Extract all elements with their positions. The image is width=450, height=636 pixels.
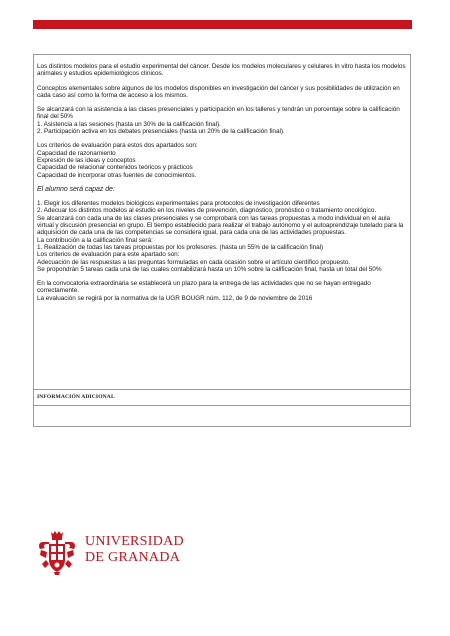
list-item: Expresión de las ideas y conceptos	[37, 156, 136, 164]
logo-line-1: UNIVERSIDAD	[85, 534, 184, 549]
logo-line-2: DE GRANADA	[85, 549, 181, 565]
learning-outcomes-heading: El alumno será capaz de:	[37, 185, 115, 193]
university-logo	[37, 530, 227, 576]
paragraph-concepts: Conceptos elementales sobre algunos de los modelos disponibles en investigación del cáncer y sus posibilidades de utilización en cada caso así como la forma de acceso a los mismos.	[37, 84, 400, 99]
section-header-row	[34, 389, 410, 406]
paragraph-five-tasks: Se propondrán 5 tareas cada una de las cuales contabilizará hasta un 10% sobre la calificación final, hasta un total del 50%	[37, 265, 382, 273]
paragraph-attendance: Se alcanzará con la asistencia a las clases presenciales y participación en los talleres y tendrán un porcentaje sobre la calificación final del 50%	[37, 106, 400, 121]
paragraph-tasks: Se alcanzará con cada una de las clases presenciales y se comprobará con las tareas propuestas a modo individual en el aula virtual y discusión presencial en grupo. El tiempo establecido para realizar el trabajo autónomo y el autoaprendizaje tutelado para la adquisición de cada una de las competencias se considera igual, para cada una de las actividades propuestas.	[37, 214, 404, 237]
list-item: Adecuación de las respuestas a las preguntas formuladas en cada ocasión sobre el artículo científico propuesto.	[37, 258, 351, 266]
paragraph-models: Los distintos modelos para el estudio experimental del cáncer. Desde los modelos moleculares y celulares In vitro hasta los modelos animales y estudios epidemiológicos clínicos.	[37, 63, 406, 78]
list-item: 1. Realización de todas las tareas propuestas por los profesores. (hasta un 55% de la calificación final)	[37, 243, 324, 251]
list-item: Capacidad de razonamiento	[37, 149, 116, 157]
list-item: Capacidad de incorporar otras fuentes de conocimientos.	[37, 171, 197, 179]
header-red-bar	[33, 20, 412, 29]
criteria-heading: Los criterios de evaluación para este apartado son:	[37, 251, 180, 259]
ugr-coat-of-arms-icon	[37, 530, 77, 576]
list-item: Capacidad de relacionar contenidos teóricos y prácticos	[37, 164, 193, 172]
section-header: INFORMACIÓN ADICIONAL	[37, 394, 115, 400]
evaluation-content	[37, 63, 407, 302]
paragraph-extraordinary: En la convocatoria extraordinaria se establecerá un plazo para la entrega de las actividades que no se hayan entregado correctamente.	[37, 280, 371, 295]
list-item: 1. Elegir los diferentes modelos biológicos experimentales para protocolos de investigación diferentes	[37, 200, 320, 208]
university-name	[85, 534, 184, 565]
contribution-heading: La contribución a la calificación final será:	[37, 236, 153, 244]
list-item: 2. Participación activa en los debates presenciales (hasta un 20% de la calificación final).	[37, 128, 285, 136]
criteria-heading: Los criterios de evaluación para estos dos apartados son:	[37, 142, 198, 150]
paragraph-regulation: La evaluación se regirá por la normativa de la UGR BOUGR núm. 112, de 9 de noviembre de 2016	[37, 294, 313, 302]
evaluation-table	[33, 54, 411, 427]
list-item: 1. Asistencia a las sesiones (hasta un 30% de la calificación final).	[37, 120, 221, 128]
list-item: 2. Adecuar los distintos modelos al estudio en los niveles de prevención, diagnóstico, pronóstico o tratamiento oncológico.	[37, 207, 377, 215]
